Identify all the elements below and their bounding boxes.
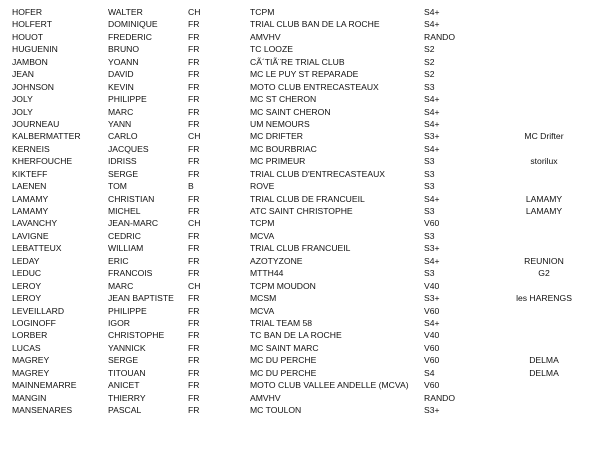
rider-last-name: MAINNEMARRE (12, 380, 77, 391)
rider-category: S3+ (424, 131, 440, 142)
rider-club: UM NEMOURS (250, 118, 310, 129)
rider-last-name: KALBERMATTER (12, 131, 81, 142)
rider-last-name: LEVEILLARD (12, 305, 65, 316)
rider-last-name: KERNEIS (12, 143, 50, 154)
table-row (0, 6, 600, 18)
rider-first-name: IGOR (108, 317, 130, 328)
rider-country: FR (188, 392, 200, 403)
rider-country: FR (188, 268, 200, 279)
rider-category: S4+ (424, 7, 440, 17)
rider-team: G2 (538, 268, 550, 279)
rider-first-name: MICHEL (108, 206, 141, 216)
rider-club: MC DU PERCHE (250, 367, 317, 378)
rider-last-name: JAMBON (12, 56, 48, 67)
rider-country: FR (188, 317, 200, 328)
rider-first-name: JEAN-MARC (108, 218, 159, 229)
rider-first-name: CHRISTIAN (108, 193, 155, 204)
rider-club: MCVA (250, 230, 275, 241)
rider-first-name: PHILIPPE (108, 94, 147, 105)
table-row (0, 118, 600, 130)
rider-last-name: LEBATTEUX (12, 243, 62, 254)
rider-club: TRIAL CLUB BAN DE LA ROCHE (250, 19, 380, 30)
table-row (0, 205, 600, 217)
rider-first-name: DOMINIQUE (108, 19, 158, 30)
rider-last-name: HOFER (12, 7, 43, 17)
rider-club: MC DRIFTER (250, 131, 303, 142)
table-row (0, 43, 600, 55)
table-row (0, 230, 600, 242)
rider-country: FR (188, 81, 200, 92)
rider-first-name: THIERRY (108, 392, 146, 403)
rider-country: CH (188, 280, 201, 291)
rider-club: AMVHV (250, 392, 281, 403)
rider-club: MOTO CLUB VALLEE ANDELLE (MCVA) (250, 380, 409, 391)
rider-last-name: LEROY (12, 280, 42, 291)
rider-country: FR (188, 106, 200, 117)
rider-first-name: PASCAL (108, 405, 142, 415)
rider-category: V60 (424, 380, 440, 391)
rider-first-name: CARLO (108, 131, 138, 142)
rider-last-name: KHERFOUCHE (12, 156, 73, 167)
rider-category: S3 (424, 230, 435, 241)
rider-country: FR (188, 255, 200, 266)
rider-country: FR (188, 380, 200, 391)
rider-last-name: LUCAS (12, 342, 41, 353)
rider-category: S3 (424, 268, 435, 279)
rider-club: CÃ´TIÃ¨RE TRIAL CLUB (250, 56, 345, 67)
rider-club: MC BOURBRIAC (250, 143, 317, 154)
rider-category: RANDO (424, 31, 456, 42)
rider-category: V60 (424, 218, 440, 229)
rider-team: DELMA (529, 355, 559, 366)
rider-last-name: JOLY (12, 106, 33, 117)
rider-team: storilux (530, 156, 558, 167)
rider-first-name: WILLIAM (108, 243, 144, 254)
rider-category: S2 (424, 44, 435, 55)
rider-club: TC LOOZE (250, 44, 293, 55)
rider-first-name: ERIC (108, 255, 129, 266)
rider-team: REUNION (524, 255, 564, 266)
rider-club: MC PRIMEUR (250, 156, 306, 167)
table-row (0, 68, 600, 80)
rider-last-name: MAGREY (12, 355, 50, 366)
table-row (0, 292, 600, 304)
rider-first-name: ANICET (108, 380, 140, 391)
table-row (0, 305, 600, 317)
table-row (0, 155, 600, 167)
rider-last-name: LORBER (12, 330, 48, 341)
rider-club: TRIAL CLUB DE FRANCUEIL (250, 193, 365, 204)
table-row (0, 93, 600, 105)
rider-country: FR (188, 31, 200, 42)
rider-club: TC BAN DE LA ROCHE (250, 330, 342, 341)
table-row (0, 168, 600, 180)
rider-team: DELMA (529, 367, 559, 378)
rider-club: TCPM (250, 218, 275, 229)
table-row (0, 193, 600, 205)
rider-category: S4+ (424, 193, 440, 204)
rider-category: S4+ (424, 94, 440, 105)
table-row (0, 106, 600, 118)
rider-last-name: LEDAY (12, 255, 40, 266)
rider-first-name: FREDERIC (108, 31, 152, 42)
rider-category: V60 (424, 305, 440, 316)
rider-club: ATC SAINT CHRISTOPHE (250, 206, 353, 216)
rider-country: FR (188, 143, 200, 154)
rider-club: MCVA (250, 305, 275, 316)
rider-category: V40 (424, 330, 440, 341)
rider-last-name: MAGREY (12, 367, 50, 378)
rider-category: S2 (424, 56, 435, 67)
rider-country: FR (188, 94, 200, 105)
rider-last-name: HOLFERT (12, 19, 52, 30)
rider-country: FR (188, 118, 200, 129)
rider-category: S4+ (424, 317, 440, 328)
rider-club: AZOTYZONE (250, 255, 303, 266)
table-row (0, 342, 600, 354)
rider-first-name: KEVIN (108, 81, 134, 92)
rider-club: MCSM (250, 293, 277, 304)
rider-team: LAMAMY (525, 206, 563, 216)
rider-last-name: LEDUC (12, 268, 42, 279)
rider-club: TCPM (250, 7, 275, 17)
rider-last-name: LAVANCHY (12, 218, 58, 229)
rider-country: FR (188, 69, 200, 80)
rider-club: MOTO CLUB ENTRECASTEAUX (250, 81, 379, 92)
rider-category: S3 (424, 81, 435, 92)
table-row (0, 392, 600, 404)
rider-club: ROVE (250, 181, 275, 192)
rider-first-name: SERGE (108, 355, 139, 366)
rider-club: MC LE PUY ST REPARADE (250, 69, 359, 80)
table-row (0, 267, 600, 279)
rider-first-name: MARC (108, 280, 134, 291)
table-row (0, 280, 600, 292)
rider-team: LAMAMY (525, 193, 563, 204)
rider-last-name: JOLY (12, 94, 33, 105)
rider-category: S2 (424, 69, 435, 80)
table-row (0, 329, 600, 341)
rider-country: FR (188, 156, 200, 167)
rider-first-name: YOANN (108, 56, 139, 67)
rider-first-name: FRANCOIS (108, 268, 153, 279)
table-row (0, 317, 600, 329)
rider-club: MC SAINT MARC (250, 342, 319, 353)
rider-country: FR (188, 56, 200, 67)
rider-last-name: LAENEN (12, 181, 47, 192)
rider-country: B (188, 181, 194, 192)
rider-last-name: MANGIN (12, 392, 47, 403)
table-row (0, 31, 600, 43)
rider-first-name: YANN (108, 118, 132, 129)
rider-last-name: KIKTEFF (12, 168, 48, 179)
rider-last-name: JOHNSON (12, 81, 55, 92)
rider-last-name: JOURNEAU (12, 118, 60, 129)
rider-country: FR (188, 330, 200, 341)
rider-last-name: LAMAMY (12, 193, 49, 204)
rider-first-name: WALTER (108, 7, 143, 17)
rider-category: V60 (424, 355, 440, 366)
table-row (0, 180, 600, 192)
rider-category: S3+ (424, 405, 440, 415)
rider-category: V40 (424, 280, 440, 291)
rider-first-name: IDRISS (108, 156, 137, 167)
rider-club: TRIAL CLUB FRANCUEIL (250, 243, 351, 254)
rider-country: FR (188, 405, 200, 415)
rider-country: FR (188, 243, 200, 254)
rider-list (0, 6, 600, 416)
rider-country: FR (188, 305, 200, 316)
rider-category: S4+ (424, 19, 440, 30)
rider-category: S3+ (424, 243, 440, 254)
rider-club: MC SAINT CHERON (250, 106, 331, 117)
rider-country: FR (188, 230, 200, 241)
rider-category: S3+ (424, 293, 440, 304)
rider-last-name: LOGINOFF (12, 317, 56, 328)
rider-first-name: SERGE (108, 168, 139, 179)
table-row (0, 81, 600, 93)
table-row (0, 18, 600, 30)
table-row (0, 143, 600, 155)
rider-country: FR (188, 355, 200, 366)
rider-category: S3 (424, 168, 435, 179)
rider-club: MC ST CHERON (250, 94, 317, 105)
rider-category: S3 (424, 181, 435, 192)
rider-country: FR (188, 206, 200, 216)
rider-first-name: JACQUES (108, 143, 149, 154)
rider-last-name: LAMAMY (12, 206, 49, 216)
rider-last-name: HUGUENIN (12, 44, 58, 55)
table-row (0, 242, 600, 254)
table-row (0, 217, 600, 229)
table-row (0, 354, 600, 366)
rider-category: S4+ (424, 118, 440, 129)
rider-club: MC DU PERCHE (250, 355, 317, 366)
rider-club: AMVHV (250, 31, 281, 42)
rider-team: MC Drifter (524, 131, 564, 142)
rider-category: RANDO (424, 392, 456, 403)
rider-category: S4+ (424, 255, 440, 266)
rider-category: V60 (424, 342, 440, 353)
rider-first-name: PHILIPPE (108, 305, 147, 316)
rider-club: TRIAL TEAM 58 (250, 317, 313, 328)
rider-first-name: YANNICK (108, 342, 146, 353)
rider-first-name: CHRISTOPHE (108, 330, 165, 341)
rider-first-name: JEAN BAPTISTE (108, 293, 174, 304)
rider-country: FR (188, 193, 200, 204)
rider-first-name: TOM (108, 181, 127, 192)
rider-last-name: LAVIGNE (12, 230, 49, 241)
rider-category: S3 (424, 156, 435, 167)
table-row (0, 367, 600, 379)
rider-country: FR (188, 44, 200, 55)
rider-country: FR (188, 19, 200, 30)
rider-category: S4+ (424, 143, 440, 154)
rider-last-name: LEROY (12, 293, 42, 304)
rider-club: TCPM MOUDON (250, 280, 316, 291)
rider-club: TRIAL CLUB D'ENTRECASTEAUX (250, 168, 386, 179)
rider-first-name: MARC (108, 106, 134, 117)
rider-country: FR (188, 168, 200, 179)
rider-first-name: DAVID (108, 69, 134, 80)
rider-last-name: HOUOT (12, 31, 44, 42)
rider-team: les HARENGS (516, 293, 572, 304)
rider-country: CH (188, 7, 201, 17)
table-row (0, 130, 600, 142)
rider-category: S3 (424, 206, 435, 216)
rider-category: S4 (424, 367, 435, 378)
rider-country: FR (188, 367, 200, 378)
rider-club: MC TOULON (250, 405, 302, 415)
rider-country: FR (188, 293, 200, 304)
rider-last-name: MANSENARES (12, 405, 73, 415)
table-row (0, 379, 600, 391)
rider-country: CH (188, 218, 201, 229)
rider-club: MTTH44 (250, 268, 284, 279)
rider-country: CH (188, 131, 201, 142)
table-row (0, 255, 600, 267)
rider-category: S4+ (424, 106, 440, 117)
rider-first-name: CEDRIC (108, 230, 141, 241)
rider-first-name: BRUNO (108, 44, 140, 55)
rider-last-name: JEAN (12, 69, 34, 80)
rider-country: FR (188, 342, 200, 353)
table-row (0, 404, 600, 416)
rider-first-name: TITOUAN (108, 367, 146, 378)
table-row (0, 56, 600, 68)
